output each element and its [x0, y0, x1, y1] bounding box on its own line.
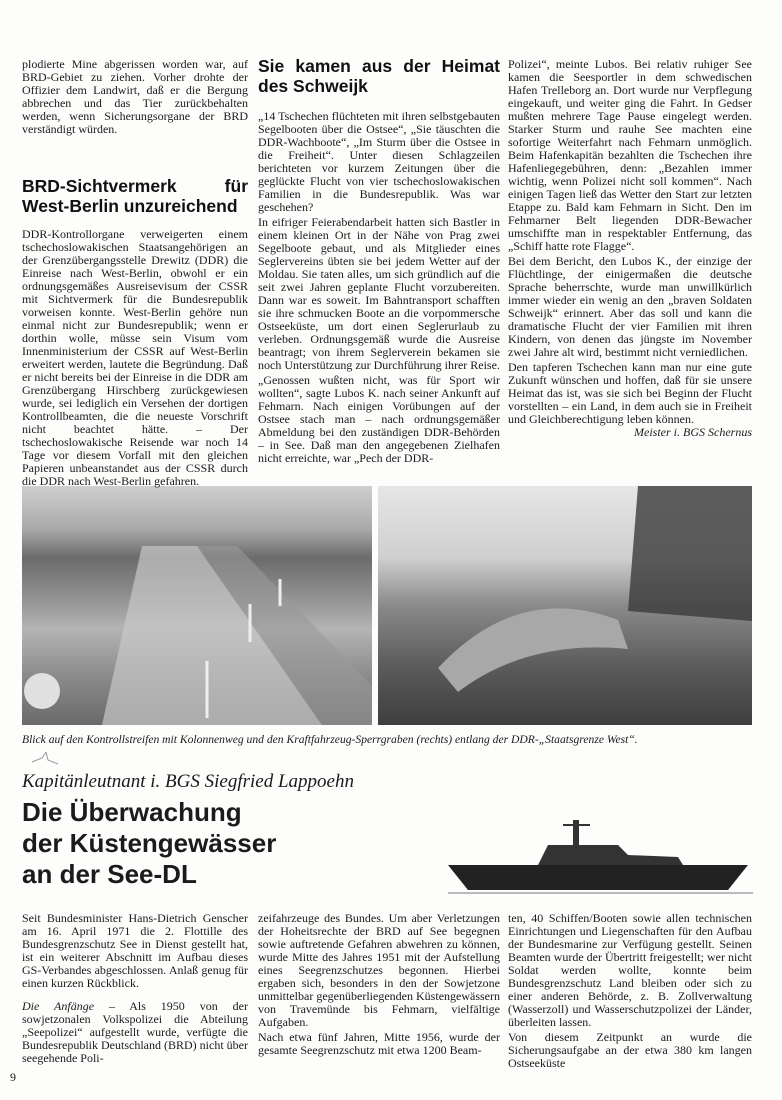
- paragraph-text: – Als 1950 von der sowjetzonalen Volkspolizei die Abteilung „Seepolizei“ aufgestellt wurde, verfügte die Bundesrepublik Deutschland (BRD) nicht über seegehende Poli-: [22, 999, 248, 1065]
- headline-line: der Küstengewässer: [22, 828, 277, 858]
- headline-line: Die Überwachung: [22, 797, 242, 827]
- middle-column: [258, 56, 500, 467]
- left-intro: plodierte Mine abgerissen worden war, auf BRD-Gebiet zu ziehen. Vorher drohte der Offizier dem Landwirt, daß er die Bergung abbrechen und das Tier zurückbehalten werden, wenn Sicherungsorgane der BRD verständigt würden.: [22, 57, 248, 136]
- photo-vehicle-trench: [378, 486, 752, 725]
- paragraph: Den tapferen Tschechen kann man nur eine gute Zukunft wünschen und hoffen, daß für sie unsere Heimat das ist, was sie sich bei Beginn der Flucht vorstellten – ein Land, in dem auch sie in Freiheit und Gleichberechtigung leben können.: [508, 360, 752, 426]
- section-lead: Die Anfänge: [22, 999, 95, 1013]
- paragraph: Nach etwa fünf Jahren, Mitte 1956, wurde der gesamte Seegrenzschutz mit etwa 1200 Beam-: [258, 1030, 500, 1057]
- paragraph: „Genossen wußten nicht, was für Sport wir wollten“, sagte Lubos K. nach seiner Ankunft auf Fehmarn. Nach einigen Vorübungen auf der Ostsee stach man – nach ordnungsgemäßer Abmeldung bei den zuständigen DDR-Behörden – in See. Daß man den angegebenen Zielhafen nicht erreichte, war „Pech der DDR-: [258, 373, 500, 465]
- paragraph: Von diesem Zeitpunkt an wurde die Sicherungsaufgabe an der etwa 380 km langen Ostseeküste: [508, 1030, 752, 1070]
- paragraph: zeifahrzeuge des Bundes. Um aber Verletzungen der Hoheitsrechte der BRD auf See begegnen sowie auftretende Gefahren abwehren zu können, wurde Mitte des Jahres 1951 mit der Aufstellung eines Seegrenzschutzes begonnen. Hierbei ergaben sich, besonders in den der Sowjetzone unmittelbar gegenüberliegenden Küstengewässern von Travemünde bis Fehmarn, vielfältige Aufgaben.: [258, 911, 500, 1029]
- article2-col1: [22, 912, 248, 1067]
- paragraph: Seit Bundesminister Hans-Dietrich Genscher am 16. April 1971 die 2. Flottille des Bundesgrenzschutz See in Dienst gestellt hat, ist ein weiterer Abschnitt im Aufbau dieses GS-Verbandes abgeschlossen. Anlaß genug für einen kurzen Rückblick.: [22, 911, 248, 990]
- photo-control-strip: [22, 486, 372, 725]
- bird-sketch-icon: [30, 752, 60, 768]
- photo-caption: Blick auf den Kontrollstreifen mit Kolonnenweg und den Kraftfahrzeug-Sperrgraben (rechts) entlang der DDR-„Staatsgrenze West“.: [22, 733, 638, 746]
- article-headline: [22, 797, 276, 890]
- left-body: DDR-Kontrollorgane verweigerten einem tschechoslowakischen Staatsangehörigen an der Grenzübergangsstelle Drewitz (DDR) die Einreise nach West-Berlin, obwohl er ein ordnungsgemäßes Ausreisevisum der CSSR mit Sichtvermerk für die Bundesrepublik vorweisen konnte. West-Berlin gehöre nun einmal nicht zur Bundesrepublik; wenn er dorthin wolle, müsse sein Visum vom Innenministerium der CSSR auf West-Berlin erweitert werden, lautete die Begründung. Daß er nicht bereits bei der Einreise in die DDR am Grenzübergang Hirschberg zurückgewiesen wurde, sei lediglich ein Versehen der dortigen Kontrollbeamten, die die neueste Vorschrift nicht beachtet hätte. – Der tschechoslowakische Reisende war noch 14 Tage vor diesem Vorfall mit den gleichen Papieren unbeanstandet aus der CSSR durch die DDR nach West-Berlin gefahren.: [22, 227, 248, 488]
- left-column: [22, 58, 248, 490]
- control-strip-illustration: [22, 486, 372, 725]
- article2-col3: [508, 912, 752, 1072]
- signature: Meister i. BGS Schernus: [634, 425, 752, 439]
- trench-illustration: [378, 486, 752, 725]
- paragraph: [22, 1000, 248, 1065]
- heading-sichtvermerk: BRD-Sichtvermerk für West-Berlin unzureichend: [22, 176, 248, 216]
- article2-col2: [258, 912, 500, 1059]
- paragraph: Bei dem Bericht, den Lubos K., der einzige der Flüchtlinge, der einigermaßen die deutsche Sprache beherrschte, wurde man unwillkürlich immer wieder ein wenig an den „braven Soldaten Schweijk“ erinnert. Aber das soll und kann die dramatische Flucht der vier Familien mit ihren Kindern, von denen das jüngste im November zwei Jahre alt wird, bestimmt nicht verniedlichen.: [508, 254, 752, 359]
- paragraph: ten, 40 Schiffen/Booten sowie allen technischen Einrichtungen und Liegenschaften für den Aufbau der Bundesmarine zur Verfügung gestellt. Seinen Beamten wurde der Übertritt freigestellt; wer nicht Soldat werden wollte, konnte beim Bundesgrenzschutz Land bleiben oder sich zu einer anderen Behörde, z. B. Zollverwaltung (Wasserzoll) und Wasserschutzpolizei der Länder, überleiten lassen.: [508, 911, 752, 1029]
- paragraph: Polizei“, meinte Lubos. Bei relativ ruhiger See kamen die Seesportler in dem schwedischen Hafen Trelleborg an. Dort wurde nur Verpflegung eingekauft, und weiter ging die Fahrt. In Gedser mußten mehrere Tage Pause eingelegt werden. Starker Sturm und rauhe See machten eine sofortige Weiterfahrt nach Fehmarn unmöglich. Beim Hafenkapitän bezahlten die Tschechen ihre Hafenliegegebühren, denn: „Bezahlen immer wichtig, wenn Polizei nicht soll kommen“. Nach einigen Tagen ließ das Wetter den Start zur letzten Etappe zu. Bald kam Fehmarn in Sicht. Den im Fehmarner Belt liegenden DDR-Bewacher umschiffte man in respektabler Entfernung, das „Schiff hatte rote Flagge“.: [508, 57, 752, 253]
- paragraph: In eifriger Feierabendarbeit hatten sich Bastler in einem kleinen Ort in der Nähe von Prag zwei Segelboote gebaut, und als Mitglieder eines Seglervereins übten sie bei jedem Wetter auf der Moldau. Sie taten alles, um sich gründlich auf die seit zwei Jahren geplante Flucht vorzubereiten. Dann war es soweit. Im Bahntransport schafften sie ihre schmucken Boote an die vorpommersche Ostseeküste, um dort einen Seglerurlaub zu verleben. Ordnungsgemäß wurde die Ausreise beantragt; von ihrem Seglerverein bekamen sie noch Unterstützung zur Durchführung ihrer Reise.: [258, 215, 500, 372]
- article-author: Kapitänleutnant i. BGS Siegfried Lappoehn: [22, 771, 354, 792]
- patrol-boat-illustration: [448, 805, 753, 895]
- headline-line: an der See-DL: [22, 859, 197, 889]
- right-column: [508, 58, 752, 439]
- heading-schweijk: Sie kamen aus der Heimat des Schweijk: [258, 56, 500, 96]
- page-number: 9: [10, 1070, 16, 1084]
- paragraph: „14 Tschechen flüchteten mit ihren selbstgebauten Segelbooten über die Ostsee“, „Sie täuschten die DDR-Wachboote“, „Im Sturm über die Ostsee in die Freiheit“. Unter diesen Schlagzeilen berichteten vor kurzem Zeitungen über die geglückte Flucht von vier tschechoslowakischen Familien in die Bundesrepublik. Was war geschehen?: [258, 109, 500, 214]
